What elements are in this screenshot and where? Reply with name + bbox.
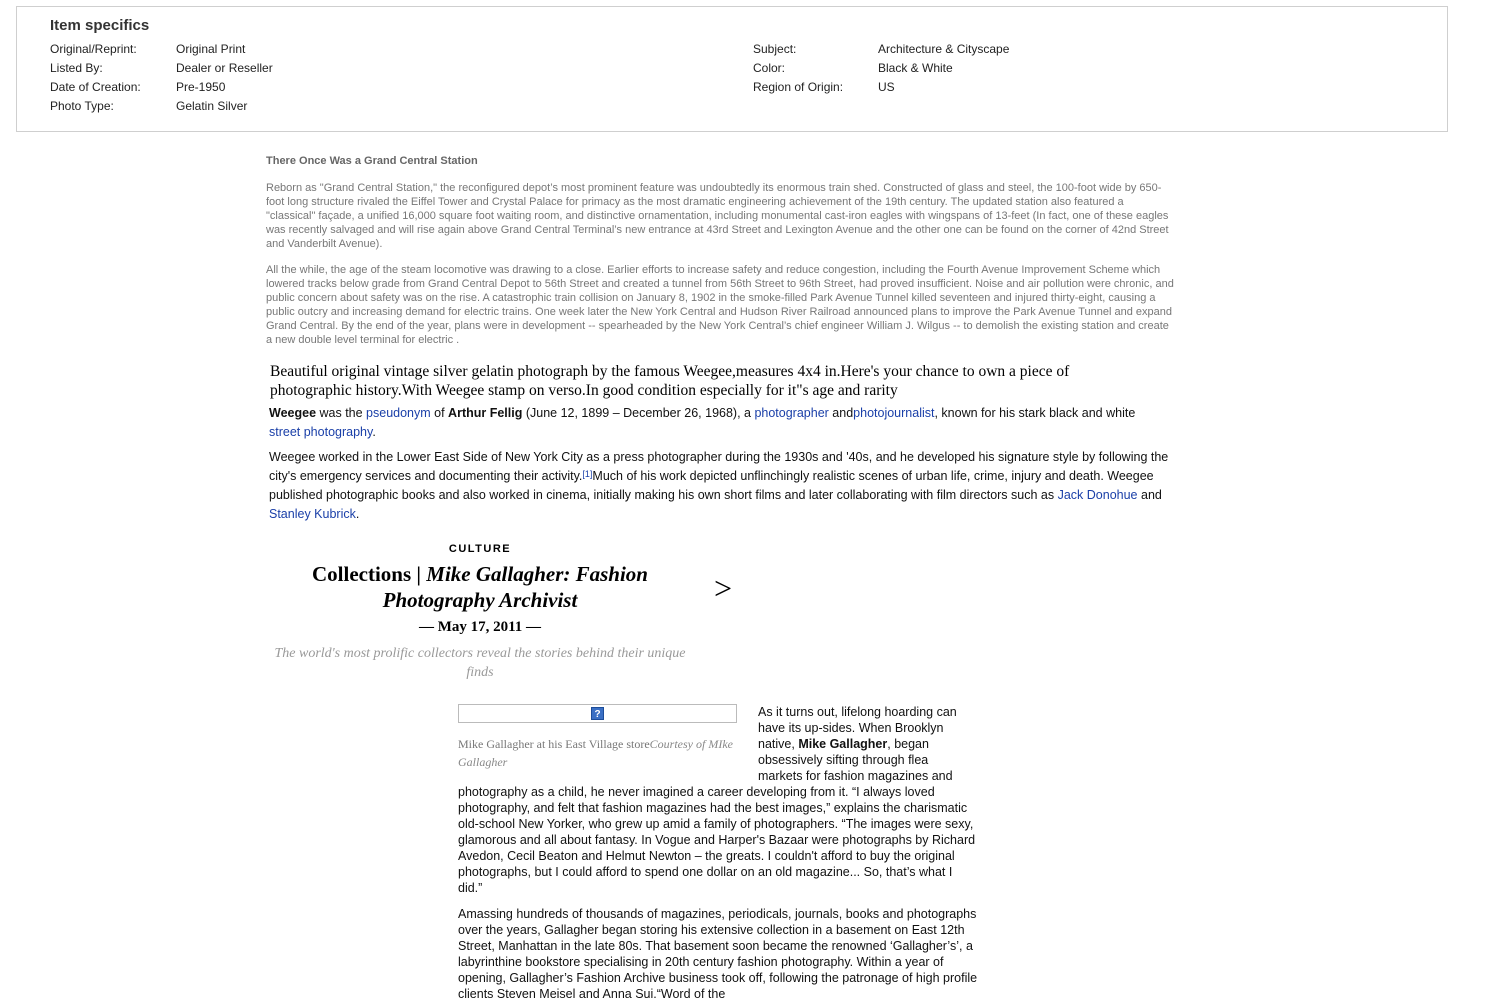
broken-image-placeholder	[458, 704, 737, 723]
photographer-link[interactable]: photographer	[754, 406, 829, 420]
spec-label-photo-type: Photo Type:	[50, 99, 114, 113]
story-text: , began	[887, 737, 929, 751]
story-text: native,	[758, 737, 799, 751]
caption-text: Mike Gallagher at his East Village store	[458, 737, 650, 751]
spec-value-subject: Architecture & Cityscape	[878, 42, 1010, 56]
culture-kicker: CULTURE	[448, 543, 512, 555]
spec-value-color: Black & White	[878, 61, 953, 75]
spec-value-photo-type: Gelatin Silver	[176, 99, 248, 113]
wiki-text: Much of his work depicted unflinchingly realistic scenes of urban life, crime, injury and death. Weegee published photographic books and also worked in cinema, initially making his own short films and later collaborating with film directors such as	[269, 469, 1154, 502]
spec-value-original-reprint: Original Print	[176, 42, 246, 56]
wiki-text: and	[828, 406, 854, 420]
arthur-fellig-name: Arthur Fellig	[448, 406, 523, 420]
spec-label-listed-by: Listed By:	[50, 61, 103, 75]
weegee-name: Weegee	[269, 406, 317, 420]
listing-description: Beautiful original vintage silver gelatin photograph by the famous Weegee,measures 4x4 in.Here's your chance to own a piece of photographic history.With Weegee stamp on verso.In good condition especially for it"s age and rarity	[270, 363, 1070, 399]
wiki-text: of	[430, 406, 449, 420]
collection-title-name: Mike Gallagher: Fashion Photography Archivist	[382, 562, 648, 612]
wiki-paragraph-1	[269, 404, 1169, 442]
street-photography-link[interactable]: street photography	[269, 425, 373, 439]
story-paragraph-1: photography as a child, he never imagined a career developing from it. “I always loved photography, and felt that fashion magazines had the best images,” explains the charismatic old-school New Yorker, who grew up amid a family of photographers. “The images were sexy, glamorous and all about fantasy. In Vogue and Harper's Bazaar were photographs by Richard Avedon, Cecil Beaton and Helmut Newton – the greats. I couldn't afford to buy the original photographs, but I could afford to spend one dollar on an old magazine... So, that’s what I did.”	[458, 785, 976, 895]
story-side-line-1: As it turns out, lifelong hoarding can	[758, 705, 957, 719]
wiki-paragraph-2	[269, 448, 1169, 524]
story-side-line-3	[758, 736, 998, 752]
caption-credit: Courtesy of MIke Gallagher	[458, 737, 733, 769]
item-specifics-title: Item specifics	[50, 17, 150, 34]
photojournalist-link[interactable]: photojournalist	[853, 406, 935, 420]
spec-label-date-of-creation: Date of Creation:	[50, 80, 141, 94]
spec-label-original-reprint: Original/Reprint:	[50, 42, 137, 56]
collection-title	[270, 561, 690, 613]
spec-label-region: Region of Origin:	[753, 80, 844, 94]
article-paragraph-2: All the while, the age of the steam locomotive was drawing to a close. Earlier efforts to increase safety and reduce congestion, including the Fourth Avenue Improvement Scheme which lowered tracks below grade from Grand Central Depot to 56th Street and created a tunnel from 56th Street to 96th Street, had proved insufficient. Noise and air pollution were chronic, and public concern about safety was on the rise. A catastrophic train collision on January 8, 1902 in the smoke-filled Park Avenue Tunnel killed seventeen and injured thirty-eight, causing a public outcry and increasing demand for electric trains. One week later the New York Central and Hudson River Railroad announced plans to improve the Park Avenue Tunnel and expand Grand Central. By the end of the year, plans were in development -- spearheaded by the New York Central’s chief engineer William J. Wilgus -- to demolish the existing station and create a new double level terminal for electric .	[266, 264, 1174, 346]
spec-value-region: US	[878, 80, 895, 94]
article-paragraph-1: Reborn as "Grand Central Station," the reconfigured depot’s most prominent feature was undoubtedly its enormous train shed. Constructed of glass and steel, the 100-foot wide by 650-foot long structure rivaled the Eiffel Tower and Crystal Palace for primacy as the most dramatic engineering achievement of the 19th century. The updated station also featured a "classical" façade, a unified 16,000 square foot waiting room, and distinctive ornamentation, including monumental cast-iron eagles with wingspans of 13-feet (In fact, one of these eagles was recently salvaged and will rise again above Grand Central Terminal’s new entrance at 43rd Street and Lexington Avenue and the other one can be found on the corner of 42nd Street and Vanderbilt Avenue).	[266, 182, 1169, 250]
collection-title-prefix: Collections |	[312, 562, 427, 586]
story-side-line-4: obsessively sifting through flea	[758, 753, 929, 767]
image-caption	[458, 735, 738, 771]
spec-label-subject: Subject:	[753, 42, 797, 56]
wiki-text: (June 12, 1899 – December 26, 1968), a	[522, 406, 755, 420]
collection-date: — May 17, 2011 —	[418, 619, 542, 635]
spec-value-date-of-creation: Pre-1950	[176, 80, 226, 94]
pseudonym-link[interactable]: pseudonym	[366, 406, 431, 420]
collection-subtitle: The world's most prolific collectors reveal the stories behind their unique finds	[274, 646, 686, 680]
next-arrow-icon[interactable]: >	[714, 570, 733, 606]
spec-value-listed-by: Dealer or Reseller	[176, 61, 273, 75]
wiki-text: , known for his stark black and white	[934, 406, 1136, 420]
wiki-text: Weegee worked in the Lower East Side of New York City as a press photographer during the 1930s and '40s, and he developed his signature style by following the city's emergency services and documenting their activity.	[269, 450, 1169, 483]
wiki-text: .	[372, 425, 376, 439]
wiki-text: was the	[316, 406, 367, 420]
story-side-line-2: have its up-sides. When Brooklyn	[758, 721, 944, 735]
mike-gallagher-name: Mike Gallagher	[798, 737, 888, 751]
reference-link[interactable]: [1]	[582, 469, 593, 479]
missing-image-icon: ?	[591, 707, 604, 720]
article-heading: There Once Was a Grand Central Station	[266, 155, 478, 167]
story-paragraph-2: Amassing hundreds of thousands of magazines, periodicals, journals, books and photographs over the years, Gallagher began storing his extensive collection in a basement on East 12th Street, Manhattan in the late 80s. That basement soon became the renowned ‘Gallagher’s’, a labyrinthine bookstore specialising in 20th century fashion photography. Within a year of opening, Gallagher’s Fashion Archive business took off, following the patronage of high profile clients Steven Meisel and Anna Sui.“Word of the	[458, 907, 978, 1001]
stanley-kubrick-link[interactable]: Stanley Kubrick	[269, 507, 356, 521]
wiki-text: and	[1137, 488, 1162, 502]
story-side-line-5: markets for fashion magazines and	[758, 769, 953, 783]
jack-donohue-link[interactable]: Jack Donohue	[1057, 488, 1138, 502]
wiki-text: .	[355, 507, 360, 521]
spec-label-color: Color:	[753, 61, 786, 75]
